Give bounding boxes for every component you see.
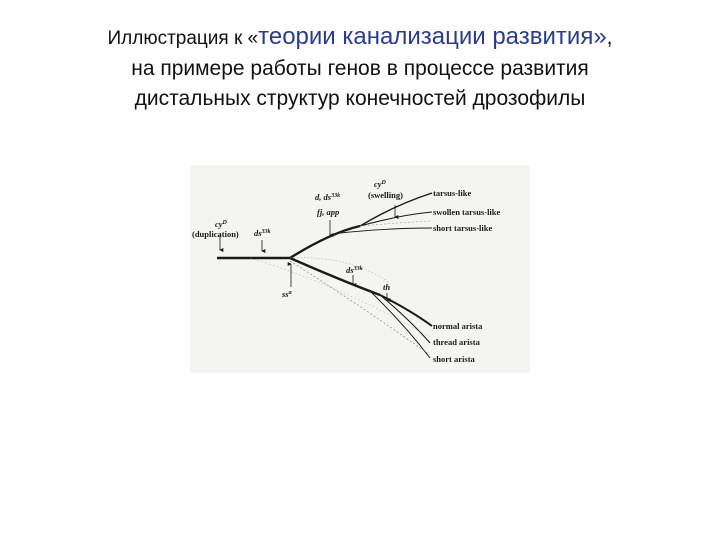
dashed-path-1 bbox=[290, 261, 430, 355]
outcome-short-arista: short arista bbox=[433, 354, 475, 364]
diagram-svg bbox=[190, 165, 530, 373]
title-comma: , bbox=[606, 26, 613, 49]
cy-left-label: $cy^D$ bbox=[215, 219, 227, 229]
swelling-label: (swelling) bbox=[368, 190, 403, 200]
tarsus-branch bbox=[290, 226, 360, 258]
outcome-swollen-tarsus-like: swollen tarsus-like bbox=[433, 207, 501, 217]
ss-label: $ss^a$ bbox=[282, 289, 292, 299]
ds-mid-label: $ds^{33k}$ bbox=[346, 265, 363, 275]
title-line-1 bbox=[0, 22, 720, 54]
ds-left-label: $ds^{33k}$ bbox=[254, 228, 271, 238]
title-accent-phrase: теории канализации развития» bbox=[258, 23, 607, 50]
duplication-label: (duplication) bbox=[192, 229, 239, 239]
canalization-diagram bbox=[190, 165, 530, 373]
title-line-3: дистальных структур конечностей дрозофилы bbox=[134, 87, 586, 110]
outcome-thread-arista: thread arista bbox=[433, 337, 480, 347]
short-arista-line bbox=[370, 291, 430, 358]
d-ds-label: d, $ds^{33k}$ bbox=[315, 192, 341, 202]
title-prefix: Иллюстрация к « bbox=[107, 28, 259, 49]
outcome-short-tarsus-like: short tarsus-like bbox=[433, 223, 493, 233]
cy-top-label: $cy^D$ bbox=[374, 179, 386, 189]
title-line-2: на примере работы генов в процессе развития bbox=[131, 57, 589, 80]
outcome-tarsus-like: tarsus-like bbox=[433, 188, 472, 198]
slide-title bbox=[0, 22, 720, 114]
outcome-normal-arista: normal arista bbox=[433, 321, 483, 331]
fj-app-label: fj, app bbox=[317, 207, 340, 217]
normal-arista-line bbox=[380, 295, 432, 326]
th-label: th bbox=[383, 282, 391, 292]
